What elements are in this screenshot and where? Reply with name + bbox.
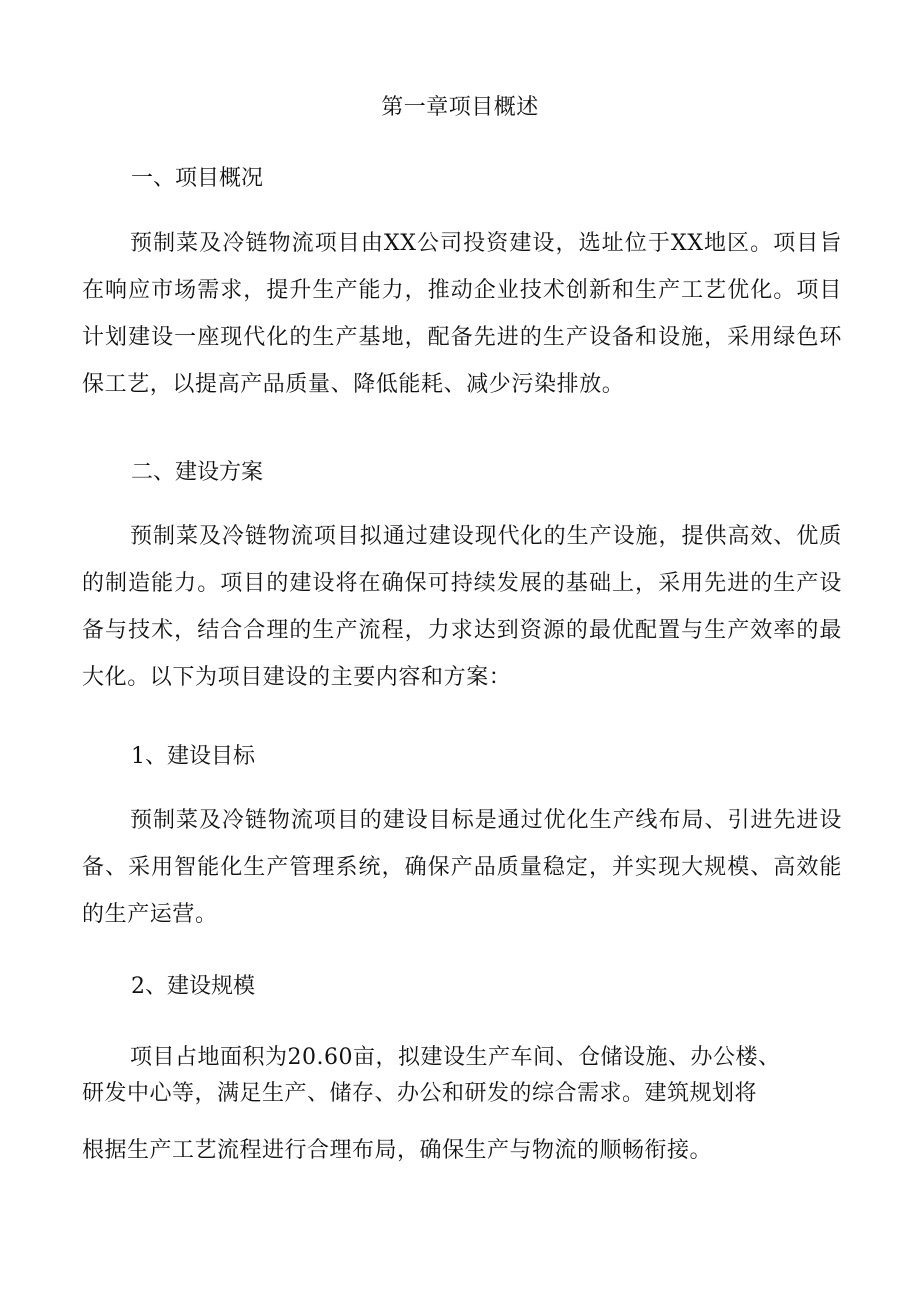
section-heading-overview: 一、项目概况 [131, 166, 264, 191]
section-paragraph-overview: 预制菜及冷链物流项目由XX公司投资建设，选址位于XX地区。项目旨在响应市场需求，提升生产能力，推动企业技术创新和生产工艺优化。项目计划建设一座现代化的生产基地，配备先进的生产设备和设施，采用绿色环保工艺，以提高产品质量、降低能耗、减少污染排放。 [82, 231, 842, 397]
subsection-heading-scale: 2、建设规模 [131, 974, 255, 999]
section-heading-plan: 二、建设方案 [131, 460, 264, 485]
scale-text-line: 根据生产工艺流程进行合理布局，确保生产与物流的顺畅衔接。 [82, 1138, 713, 1163]
chapter-title: 第一章项目概述 [381, 95, 539, 120]
scale-text-line: 研发中心等，满足生产、储存、办公和研发的综合需求。建筑规划将 [82, 1081, 758, 1106]
scale-text-line: 项目占地面积为20.60亩，拟建设生产车间、仓储设施、办公楼、 [130, 1045, 781, 1070]
subsection-heading-goals: 1、建设目标 [131, 744, 255, 769]
section-paragraph-plan: 预制菜及冷链物流项目拟通过建设现代化的生产设施，提供高效、优质的制造能力。项目的建设将在确保可持续发展的基础上，采用先进的生产设备与技术，结合合理的生产流程，力求达到资源的最优配置与生产效率的最大化。以下为项目建设的主要内容和方案： [82, 524, 842, 690]
subsection-paragraph-goals: 预制菜及冷链物流项目的建设目标是通过优化生产线布局、引进先进设备、采用智能化生产管理系统，确保产品质量稳定，并实现大规模、高效能的生产运营。 [82, 808, 842, 927]
